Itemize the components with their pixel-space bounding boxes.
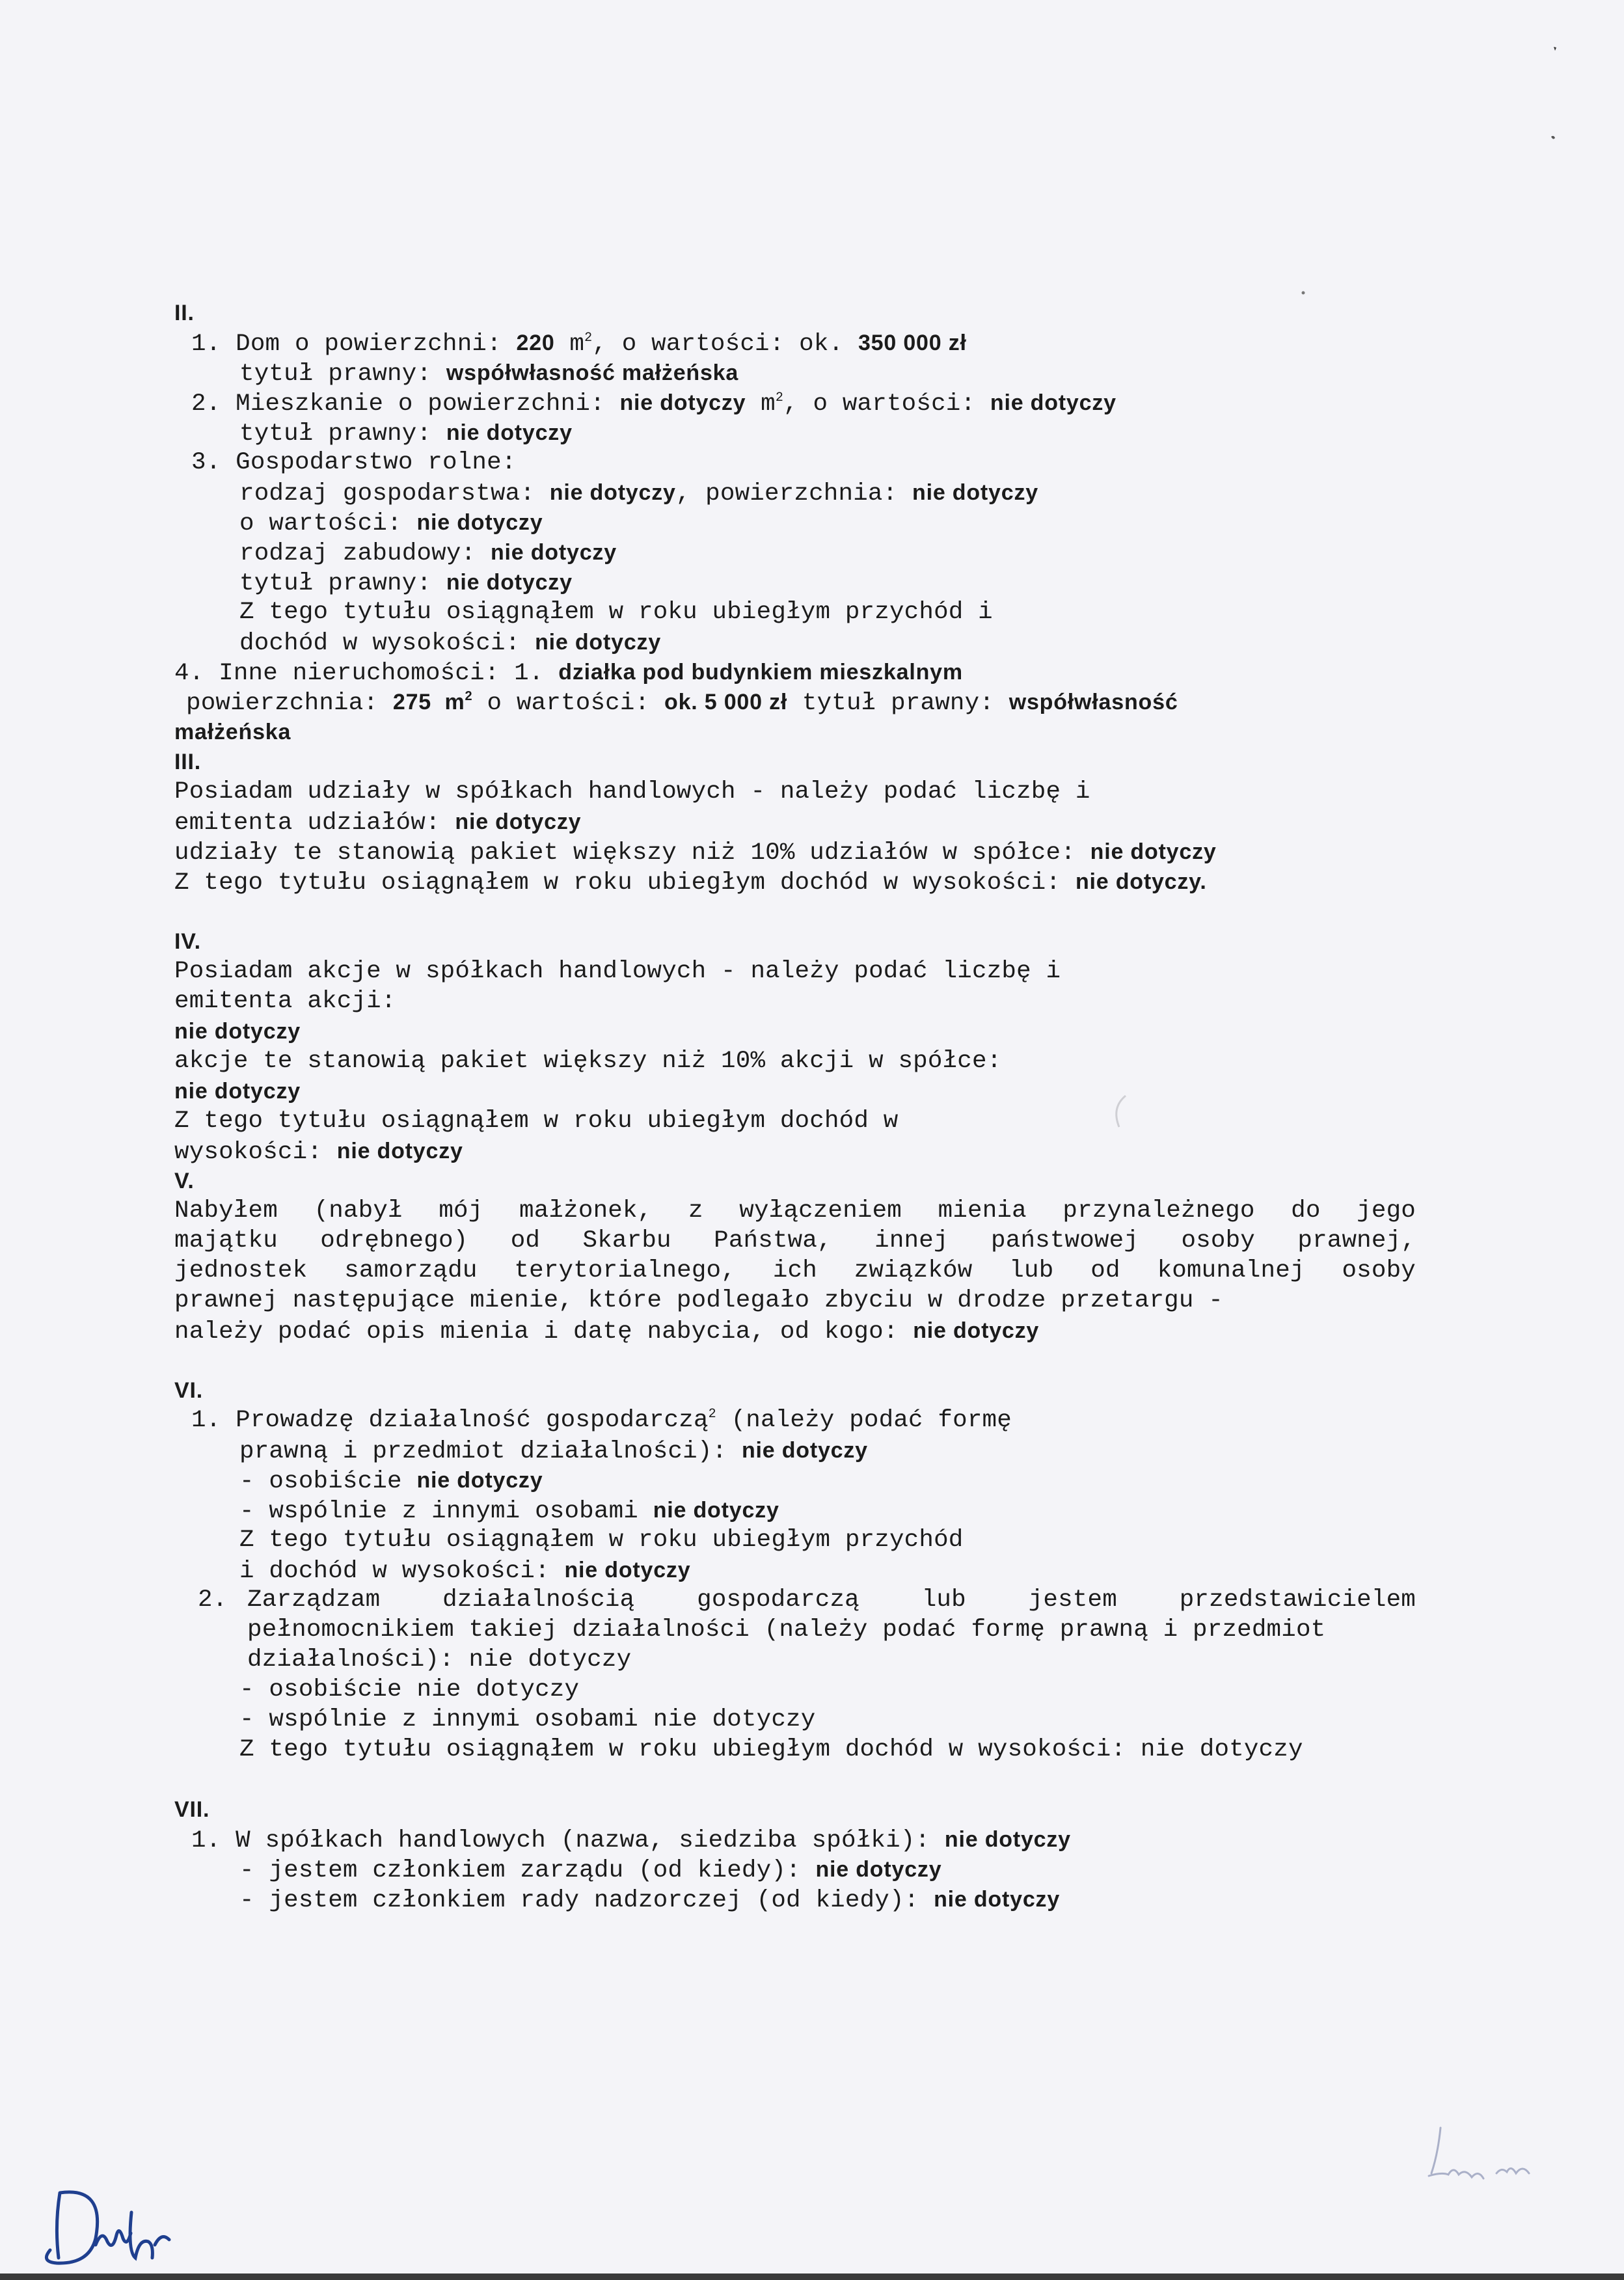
signature-right [1418, 2121, 1549, 2199]
sec4-line5: nie dotyczy [174, 1079, 301, 1104]
sec4-line2: emitenta akcji: [174, 988, 396, 1015]
sec6-item1-line6: i dochód w wysokości: nie dotyczy [239, 1558, 691, 1585]
scan-specks [1542, 39, 1581, 169]
sec3-line4: Z tego tytułu osiągnąłem w roku ubiegłym dochód w wysokości: nie dotyczy. [174, 869, 1207, 897]
sec7-item1-line1: 1. W spółkach handlowych (nazwa, siedziba spółki): nie dotyczy [191, 1827, 1071, 1854]
sec4-line1: Posiadam akcje w spółkach handlowych - należy podać liczbę i [174, 958, 1061, 985]
sec2-item3-line2: rodzaj gospodarstwa: nie dotyczy, powierzchnia: nie dotyczy [239, 480, 1038, 508]
section-heading-vi: VI. [174, 1378, 203, 1403]
sec2-item4-line3: małżeńska [174, 720, 291, 744]
sec6-item2-line4: - osobiście nie dotyczy [239, 1676, 580, 1703]
scan-speck [1106, 1093, 1132, 1132]
sec2-item3-line5: tytuł prawny: nie dotyczy [239, 570, 573, 597]
sec2-item3-line3: o wartości: nie dotyczy [239, 510, 543, 537]
sec5-line4: prawnej następujące mienie, które podlegało zbyciu w drodze przetargu - [174, 1287, 1223, 1314]
sec2-item4-line1: 4. Inne nieruchomości: 1. działka pod budynkiem mieszkalnym [174, 660, 963, 687]
section-heading-iv: IV. [174, 929, 201, 954]
sec6-item1-line3: - osobiście nie dotyczy [239, 1468, 543, 1495]
sec6-item1-line5: Z tego tytułu osiągnąłem w roku ubiegłym przychód [239, 1527, 964, 1554]
sec6-item1-line1: 1. Prowadzę działalność gospodarczą$^2$ (należy podać formę [191, 1407, 1012, 1434]
section-heading-iii: III. [174, 750, 201, 774]
sec6-item2-line5: - wspólnie z innymi osobami nie dotyczy [239, 1706, 816, 1733]
sec4-line3: nie dotyczy [174, 1019, 301, 1044]
sec6-item2-line1: Zarządzam działalnością gospodarczą lub jestem przedstawicielem [247, 1586, 1416, 1614]
sec3-line2: emitenta udziałów: nie dotyczy [174, 809, 582, 837]
sec6-item2-num: 2. [198, 1586, 228, 1614]
sec2-item1-line1: 1. Dom o powierzchni: 220 $m^2$, o wartości: ok. 350 000 zł [191, 331, 967, 358]
section-heading-vii: VII. [174, 1797, 210, 1822]
sec7-line2: - jestem członkiem zarządu (od kiedy): nie dotyczy [239, 1857, 942, 1884]
sec2-item3-line4: rodzaj zabudowy: nie dotyczy [239, 540, 617, 567]
section-heading-ii: II. [174, 301, 195, 325]
sec4-line7: wysokości: nie dotyczy [174, 1139, 463, 1166]
sec6-item1-line4: - wspólnie z innymi osobami nie dotyczy [239, 1498, 779, 1525]
sec3-line1: Posiadam udziały w spółkach handlowych - należy podać liczbę i [174, 778, 1090, 806]
section-heading-v: V. [174, 1169, 195, 1193]
sec2-item3-line6: Z tego tytułu osiągnąłem w roku ubiegłym przychód i [239, 599, 993, 626]
sec6-item1-line2: prawną i przedmiot działalności): nie dotyczy [239, 1438, 868, 1465]
sec3-line3: udziały te stanowią pakiet większy niż 10% udziałów w spółce: nie dotyczy [174, 839, 1217, 867]
sec6-item2-line3: działalności): nie dotyczy [247, 1646, 632, 1674]
sec5-line1: Nabyłem (nabył mój małżonek, z wyłączeniem mienia przynależnego do jego [174, 1197, 1416, 1225]
sec4-line6: Z tego tytułu osiągnąłem w roku ubiegłym dochód w [174, 1107, 899, 1135]
sec5-line3: jednostek samorządu terytorialnego, ich związków lub od komunalnej osoby [174, 1257, 1416, 1284]
sec6-item2-line2: pełnomocnikiem takiej działalności (należy podać formę prawną i przedmiot [247, 1616, 1326, 1644]
sec6-item2-line6: Z tego tytułu osiągnąłem w roku ubiegłym dochód w wysokości: nie dotyczy [239, 1736, 1303, 1763]
sec2-item3-line7: dochód w wysokości: nie dotyczy [239, 630, 662, 657]
sec4-line4: akcje te stanowią pakiet większy niż 10% akcji w spółce: [174, 1048, 1002, 1075]
sec5-line2: majątku odrębnego) od Skarbu Państwa, innej państwowej osoby prawnej, [174, 1227, 1416, 1255]
sec2-item1-line2: tytuł prawny: współwłasność małżeńska [239, 360, 739, 388]
scan-speck [1298, 286, 1311, 299]
sec7-line3: - jestem członkiem rady nadzorczej (od kiedy): nie dotyczy [239, 1887, 1061, 1914]
signature-left [34, 2147, 183, 2271]
sec5-line5: należy podać opis mienia i datę nabycia, od kogo: nie dotyczy [174, 1318, 1040, 1346]
sec2-item2-line1: 2. Mieszkanie o powierzchni: nie dotyczy $m^2$, o wartości: nie dotyczy [191, 390, 1116, 418]
sec2-item4-line2: powierzchnia: 275 $m^2$ o wartości: ok. 5 000 zł tytuł prawny: współwłasność [186, 689, 1178, 717]
scan-bottom-edge [0, 2273, 1624, 2280]
sec2-item3-line1: 3. Gospodarstwo rolne: [191, 449, 517, 476]
sec2-item2-line2: tytuł prawny: nie dotyczy [239, 420, 573, 448]
